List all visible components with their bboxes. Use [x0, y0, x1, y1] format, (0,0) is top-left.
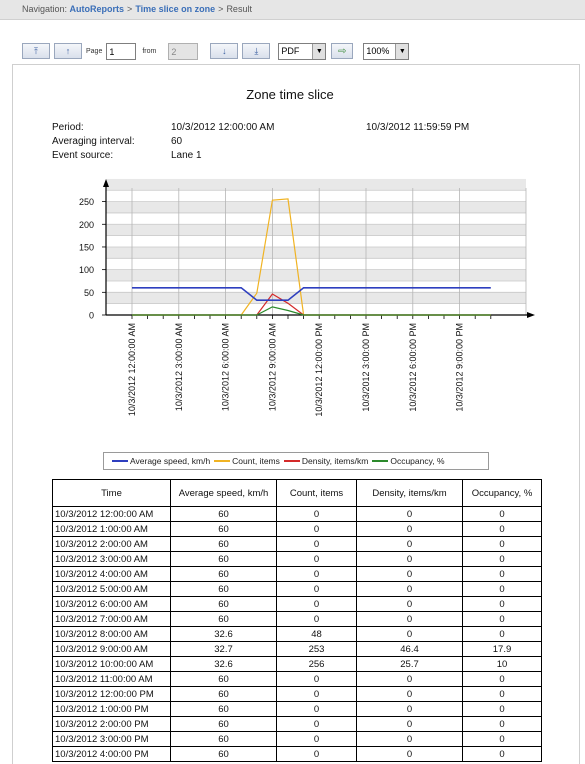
- cell-count: 0: [277, 597, 357, 612]
- cell-count: 0: [277, 507, 357, 522]
- cell-count: 0: [277, 537, 357, 552]
- y-tick-label: 150: [78, 242, 94, 253]
- cell-time: 10/3/2012 2:00:00 AM: [53, 537, 171, 552]
- from-label: from: [142, 47, 157, 55]
- table-row: [53, 582, 542, 597]
- header-count: Count, items: [277, 480, 357, 507]
- chart-legend: [103, 452, 489, 470]
- cell-density: 0: [357, 717, 463, 732]
- grid-band: [106, 292, 526, 303]
- legend-swatch-count: [214, 460, 230, 462]
- grid-band: [106, 258, 526, 269]
- table-row: [53, 657, 542, 672]
- breadcrumb-separator: >: [127, 4, 133, 14]
- cell-average-speed: 60: [171, 702, 277, 717]
- report-title: Zone time slice: [246, 87, 334, 102]
- table-row: [53, 642, 542, 657]
- cell-count: 0: [277, 612, 357, 627]
- chevron-down-icon: ▼: [312, 44, 325, 59]
- legend-label-count: Count, items: [232, 456, 280, 466]
- period-start: 10/3/2012 12:00:00 AM: [171, 122, 275, 133]
- y-tick-label: 0: [88, 310, 94, 321]
- legend-label-speed: Average speed, km/h: [130, 456, 211, 466]
- grid-band: [106, 224, 526, 235]
- cell-time: 10/3/2012 12:00:00 AM: [53, 507, 171, 522]
- cell-time: 10/3/2012 4:00:00 AM: [53, 567, 171, 582]
- zoom-value: 100%: [366, 46, 390, 56]
- chevron-down-icon: ▼: [395, 44, 408, 59]
- grid-band: [106, 270, 526, 281]
- cell-time: 10/3/2012 7:00:00 AM: [53, 612, 171, 627]
- cell-occupancy: 0: [463, 507, 542, 522]
- cell-average-speed: 60: [171, 537, 277, 552]
- legend-label-density: Density, items/km: [301, 456, 369, 466]
- x-tick-label: 10/3/2012 9:00:00 AM: [267, 323, 278, 412]
- x-tick-label: 10/3/2012 12:00:00 AM: [127, 323, 137, 417]
- cell-average-speed: 60: [171, 672, 277, 687]
- header-average-speed: Average speed, km/h: [171, 480, 277, 507]
- next-page-icon: ↓: [222, 46, 227, 56]
- navigation-label: Navigation:: [22, 4, 68, 14]
- grid-band: [106, 190, 526, 201]
- legend-swatch-density: [284, 460, 300, 462]
- table-row: [53, 522, 542, 537]
- interval-label: Averaging interval:: [52, 136, 135, 147]
- cell-count: 0: [277, 552, 357, 567]
- breadcrumb-result: Result: [226, 4, 252, 14]
- x-axis-arrow-icon: [527, 312, 535, 318]
- cell-density: 0: [357, 507, 463, 522]
- export-format-value: PDF: [281, 46, 300, 56]
- cell-time: 10/3/2012 8:00:00 AM: [53, 627, 171, 642]
- cell-occupancy: 0: [463, 672, 542, 687]
- cell-density: 0: [357, 612, 463, 627]
- cell-average-speed: 60: [171, 582, 277, 597]
- cell-average-speed: 60: [171, 567, 277, 582]
- previous-page-icon: ↑: [65, 46, 71, 56]
- x-tick-label: 10/3/2012 12:00:00 PM: [314, 323, 325, 417]
- table-row: [53, 597, 542, 612]
- table-row: [53, 552, 542, 567]
- cell-time: 10/3/2012 12:00:00 PM: [53, 687, 171, 702]
- table-header-row: [53, 480, 542, 507]
- cell-density: 0: [357, 672, 463, 687]
- results-table: [52, 479, 542, 762]
- cell-time: 10/3/2012 1:00:00 AM: [53, 522, 171, 537]
- y-tick-label: 200: [78, 219, 94, 230]
- table-row: [53, 507, 542, 522]
- legend-label-occupancy: Occupancy, %: [390, 456, 445, 466]
- cell-occupancy: 0: [463, 597, 542, 612]
- cell-density: 0: [357, 627, 463, 642]
- first-page-icon: ⤒: [34, 45, 38, 56]
- cell-density: 0: [357, 747, 463, 762]
- period-end: 10/3/2012 11:59:59 PM: [366, 122, 470, 133]
- table-row: [53, 717, 542, 732]
- interval-value: 60: [171, 136, 183, 147]
- table-row: [53, 567, 542, 582]
- last-page-icon: ⤓: [254, 45, 259, 56]
- cell-average-speed: 60: [171, 612, 277, 627]
- legend-swatch-occupancy: [372, 460, 388, 462]
- cell-time: 10/3/2012 10:00:00 AM: [53, 657, 171, 672]
- cell-occupancy: 0: [463, 522, 542, 537]
- table-row: [53, 747, 542, 762]
- cell-count: 0: [277, 582, 357, 597]
- x-tick-label: 10/3/2012 3:00:00 PM: [361, 323, 371, 412]
- table-row: [53, 537, 542, 552]
- cell-time: 10/3/2012 3:00:00 PM: [53, 732, 171, 747]
- cell-density: 0: [357, 567, 463, 582]
- cell-time: 10/3/2012 6:00:00 AM: [53, 597, 171, 612]
- y-tick-label: 50: [83, 287, 94, 298]
- cell-time: 10/3/2012 11:00:00 AM: [53, 672, 171, 687]
- breadcrumb-time-slice[interactable]: Time slice on zone: [135, 4, 216, 14]
- cell-time: 10/3/2012 3:00:00 AM: [53, 552, 171, 567]
- cell-count: 256: [277, 657, 357, 672]
- cell-density: 0: [357, 732, 463, 747]
- cell-occupancy: 0: [463, 717, 542, 732]
- header-density: Density, items/km: [357, 480, 463, 507]
- cell-density: 0: [357, 702, 463, 717]
- x-tick-label: 10/3/2012 9:00:00 PM: [454, 322, 465, 412]
- y-tick-label: 100: [78, 265, 94, 276]
- period-label: Period:: [52, 122, 84, 133]
- cell-time: 10/3/2012 5:00:00 AM: [53, 582, 171, 597]
- grid-band: [106, 179, 526, 190]
- table-row: [53, 687, 542, 702]
- cell-occupancy: 0: [463, 552, 542, 567]
- source-label: Event source:: [52, 150, 114, 161]
- cell-occupancy: 0: [463, 627, 542, 642]
- cell-density: 0: [357, 552, 463, 567]
- cell-occupancy: 0: [463, 747, 542, 762]
- table-row: [53, 627, 542, 642]
- x-tick-label: 10/3/2012 3:00:00 AM: [173, 323, 184, 412]
- cell-average-speed: 32.7: [171, 642, 277, 657]
- grid-band: [106, 281, 526, 292]
- cell-count: 48: [277, 627, 357, 642]
- cell-time: 10/3/2012 4:00:00 PM: [53, 747, 171, 762]
- grid-band: [106, 247, 526, 258]
- cell-count: 253: [277, 642, 357, 657]
- grid-band: [106, 202, 526, 213]
- cell-count: 0: [277, 522, 357, 537]
- header-occupancy: Occupancy, %: [463, 480, 542, 507]
- grid-band: [106, 304, 526, 315]
- cell-count: 0: [277, 672, 357, 687]
- cell-density: 0: [357, 597, 463, 612]
- cell-density: 0: [357, 537, 463, 552]
- cell-density: 0: [357, 522, 463, 537]
- breadcrumb-autoreports[interactable]: AutoReports: [69, 4, 125, 14]
- cell-occupancy: 0: [463, 612, 542, 627]
- cell-time: 10/3/2012 9:00:00 AM: [53, 642, 171, 657]
- cell-occupancy: 0: [463, 702, 542, 717]
- cell-occupancy: 0: [463, 582, 542, 597]
- cell-average-speed: 60: [171, 597, 277, 612]
- table-row: [53, 732, 542, 747]
- export-icon: ⇨: [338, 45, 347, 57]
- cell-average-speed: 60: [171, 747, 277, 762]
- cell-occupancy: 17.9: [463, 642, 542, 657]
- table-row: [53, 612, 542, 627]
- source-value: Lane 1: [171, 150, 202, 161]
- cell-average-speed: 32.6: [171, 657, 277, 672]
- x-tick-label: 10/3/2012 6:00:00 PM: [407, 323, 418, 412]
- page-label: Page: [86, 47, 103, 55]
- cell-count: 0: [277, 732, 357, 747]
- cell-average-speed: 60: [171, 522, 277, 537]
- grid-band: [106, 213, 526, 224]
- table-row: [53, 672, 542, 687]
- breadcrumb-separator: >: [218, 4, 224, 14]
- cell-density: 46.4: [357, 642, 463, 657]
- cell-occupancy: 10: [463, 657, 542, 672]
- header-time: Time: [53, 480, 171, 507]
- cell-density: 0: [357, 582, 463, 597]
- y-tick-label: 250: [78, 197, 94, 208]
- grid-band: [106, 236, 526, 247]
- cell-count: 0: [277, 687, 357, 702]
- cell-density: 0: [357, 687, 463, 702]
- cell-average-speed: 60: [171, 717, 277, 732]
- cell-count: 0: [277, 717, 357, 732]
- cell-time: 10/3/2012 2:00:00 PM: [53, 717, 171, 732]
- x-tick-label: 10/3/2012 6:00:00 AM: [220, 323, 231, 412]
- cell-time: 10/3/2012 1:00:00 PM: [53, 702, 171, 717]
- cell-count: 0: [277, 567, 357, 582]
- cell-occupancy: 0: [463, 732, 542, 747]
- legend-swatch-speed: [112, 460, 128, 462]
- cell-average-speed: 60: [171, 732, 277, 747]
- cell-count: 0: [277, 747, 357, 762]
- cell-average-speed: 60: [171, 507, 277, 522]
- cell-count: 0: [277, 702, 357, 717]
- table-row: [53, 702, 542, 717]
- cell-density: 25.7: [357, 657, 463, 672]
- cell-occupancy: 0: [463, 567, 542, 582]
- cell-average-speed: 60: [171, 687, 277, 702]
- cell-average-speed: 32.6: [171, 627, 277, 642]
- cell-occupancy: 0: [463, 537, 542, 552]
- cell-occupancy: 0: [463, 687, 542, 702]
- cell-average-speed: 60: [171, 552, 277, 567]
